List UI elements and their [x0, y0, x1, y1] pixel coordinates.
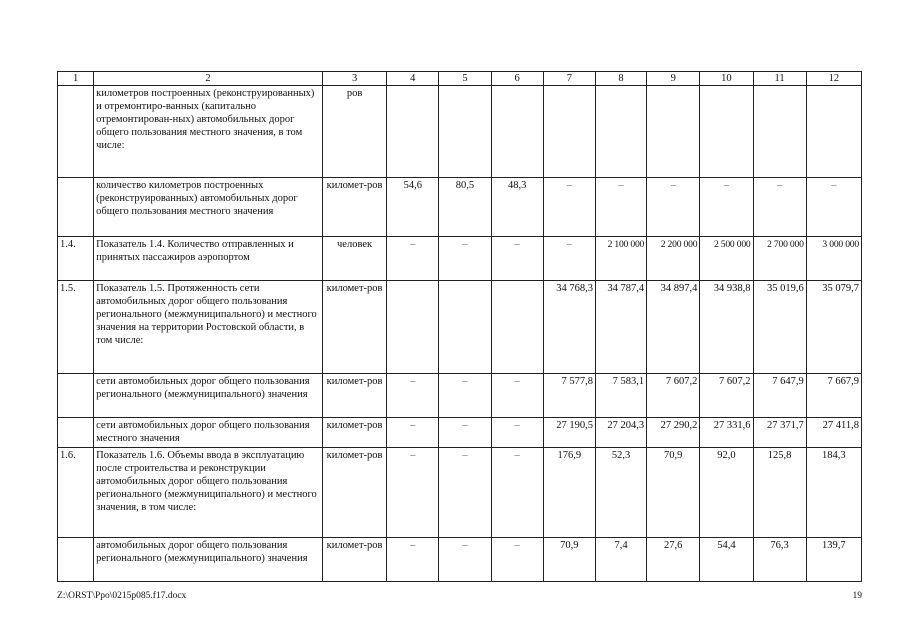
value-cell: – [647, 178, 700, 237]
value-cell: – [806, 178, 861, 237]
header-cell: 3 [322, 72, 386, 86]
value-cell: 2 200 000 [647, 237, 700, 281]
value-cell: – [439, 448, 491, 538]
value-cell: – [491, 418, 543, 448]
unit-cell: километ-ров [322, 538, 386, 582]
value-cell: 35 019,6 [753, 281, 806, 374]
value-cell: – [543, 237, 595, 281]
row-number [58, 86, 94, 178]
indicator-text: сети автомобильных дорог общего пользования местного значения [94, 418, 323, 448]
indicator-text: количество километров построенных (реконструированных) автомобильных дорог общего пользования местного значения [94, 178, 323, 237]
value-cell: – [491, 374, 543, 418]
unit-cell: километ-ров [322, 178, 386, 237]
header-cell: 9 [647, 72, 700, 86]
value-cell: 76,3 [753, 538, 806, 582]
value-cell: 2 100 000 [595, 237, 646, 281]
value-cell [753, 86, 806, 178]
value-cell: 7 577,8 [543, 374, 595, 418]
unit-cell: человек [322, 237, 386, 281]
value-cell: 7 667,9 [806, 374, 861, 418]
value-cell: 52,3 [595, 448, 646, 538]
data-table [57, 71, 862, 582]
file-path-footer: Z:\ORST\Ppo\0215p085.f17.docx [57, 591, 187, 601]
indicator-text: Показатель 1.4. Количество отправленных и принятых пассажиров аэропортом [94, 237, 323, 281]
unit-cell: ров [322, 86, 386, 178]
value-cell: 48,3 [491, 178, 543, 237]
value-cell: 184,3 [806, 448, 861, 538]
value-cell [491, 281, 543, 374]
value-cell: – [387, 237, 439, 281]
value-cell: 2 500 000 [700, 237, 753, 281]
value-cell: – [439, 237, 491, 281]
value-cell [387, 281, 439, 374]
table-row [58, 374, 862, 418]
value-cell: – [543, 178, 595, 237]
value-cell: – [439, 374, 491, 418]
table-row [58, 86, 862, 178]
value-cell: – [387, 374, 439, 418]
table-row [58, 448, 862, 538]
value-cell: 7 607,2 [700, 374, 753, 418]
value-cell: 27 204,3 [595, 418, 646, 448]
value-cell: 34 768,3 [543, 281, 595, 374]
value-cell: – [491, 538, 543, 582]
value-cell: 70,9 [543, 538, 595, 582]
value-cell: 54,4 [700, 538, 753, 582]
value-cell: – [387, 418, 439, 448]
row-number: 1.4. [58, 237, 94, 281]
value-cell [647, 86, 700, 178]
row-number: 1.6. [58, 448, 94, 538]
header-cell: 7 [543, 72, 595, 86]
table-row [58, 538, 862, 582]
header-cell: 12 [806, 72, 861, 86]
value-cell: 34 897,4 [647, 281, 700, 374]
table-row [58, 178, 862, 237]
value-cell: 70,9 [647, 448, 700, 538]
value-cell: 27 411,8 [806, 418, 861, 448]
value-cell [700, 86, 753, 178]
header-cell: 4 [387, 72, 439, 86]
unit-cell: километ-ров [322, 448, 386, 538]
value-cell: 35 079,7 [806, 281, 861, 374]
indicator-text: Показатель 1.6. Объемы ввода в эксплуатацию после строительства и реконструкции автомобильных дорог общего пользования регионального (межмуниципального) и местного значения, в том числе: [94, 448, 323, 538]
header-cell: 5 [439, 72, 491, 86]
header-cell: 6 [491, 72, 543, 86]
value-cell [806, 86, 861, 178]
page-number: 19 [852, 591, 862, 601]
value-cell: 7 583,1 [595, 374, 646, 418]
value-cell: – [439, 418, 491, 448]
unit-cell: километ-ров [322, 281, 386, 374]
value-cell: 139,7 [806, 538, 861, 582]
header-cell: 11 [753, 72, 806, 86]
header-row [58, 72, 862, 86]
row-number [58, 374, 94, 418]
value-cell: 176,9 [543, 448, 595, 538]
row-number [58, 418, 94, 448]
value-cell: 92,0 [700, 448, 753, 538]
value-cell: 27 190,5 [543, 418, 595, 448]
value-cell [491, 86, 543, 178]
indicator-text: Показатель 1.5. Протяженность сети автомобильных дорог общего пользования регионального (межмуниципального) и местного значения на территории Ростовской области, в том числе: [94, 281, 323, 374]
header-cell: 1 [58, 72, 94, 86]
value-cell: – [491, 448, 543, 538]
table-row [58, 418, 862, 448]
value-cell: – [595, 178, 646, 237]
table-row [58, 281, 862, 374]
indicator-text: километров построенных (реконструированных) и отремонтиро-ванных (капитально отремонтирован-ных) автомобильных дорог общего пользования местного значения, в том числе: [94, 86, 323, 178]
header-cell: 2 [94, 72, 323, 86]
value-cell: 2 700 000 [753, 237, 806, 281]
value-cell [439, 86, 491, 178]
value-cell: – [491, 237, 543, 281]
value-cell: 7,4 [595, 538, 646, 582]
value-cell [543, 86, 595, 178]
value-cell: – [700, 178, 753, 237]
value-cell: – [439, 538, 491, 582]
value-cell [387, 86, 439, 178]
value-cell: – [387, 448, 439, 538]
value-cell: 3 000 000 [806, 237, 861, 281]
value-cell: 7 607,2 [647, 374, 700, 418]
row-number [58, 538, 94, 582]
row-number [58, 178, 94, 237]
unit-cell: километ-ров [322, 418, 386, 448]
value-cell [595, 86, 646, 178]
value-cell: 7 647,9 [753, 374, 806, 418]
value-cell: 27,6 [647, 538, 700, 582]
header-cell: 10 [700, 72, 753, 86]
header-cell: 8 [595, 72, 646, 86]
value-cell: 34 938,8 [700, 281, 753, 374]
unit-cell: километ-ров [322, 374, 386, 418]
value-cell: 54,6 [387, 178, 439, 237]
value-cell: 27 371,7 [753, 418, 806, 448]
indicator-text: сети автомобильных дорог общего пользования регионального (межмуниципального) значения [94, 374, 323, 418]
value-cell: – [753, 178, 806, 237]
indicator-text: автомобильных дорог общего пользования регионального (межмуниципального) значения [94, 538, 323, 582]
value-cell: 34 787,4 [595, 281, 646, 374]
value-cell: 80,5 [439, 178, 491, 237]
value-cell: – [387, 538, 439, 582]
value-cell [439, 281, 491, 374]
value-cell: 27 290,2 [647, 418, 700, 448]
value-cell: 27 331,6 [700, 418, 753, 448]
value-cell: 125,8 [753, 448, 806, 538]
row-number: 1.5. [58, 281, 94, 374]
table-row [58, 237, 862, 281]
